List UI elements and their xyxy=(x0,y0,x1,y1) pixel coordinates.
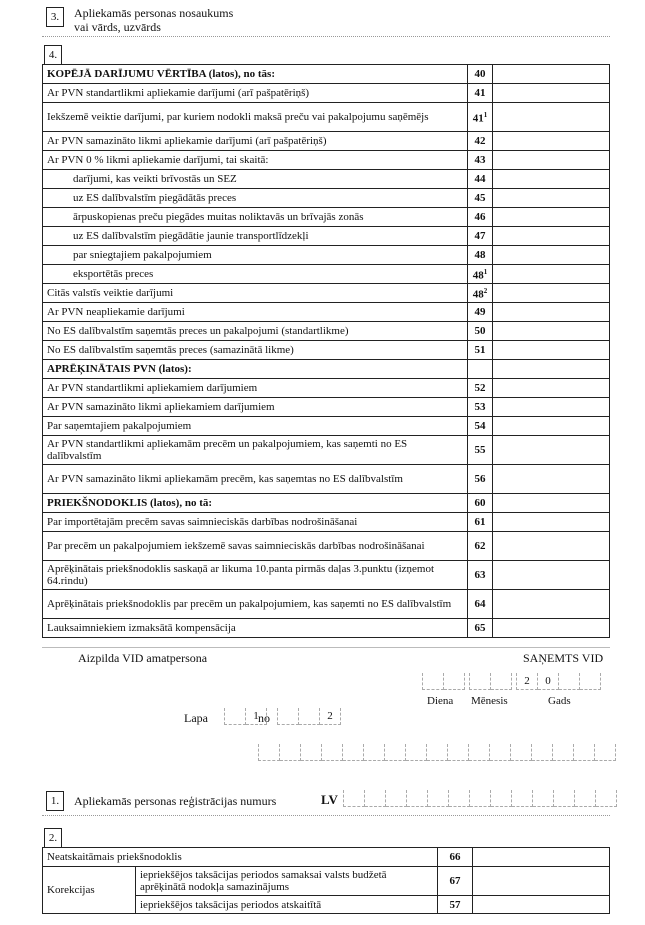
table-row xyxy=(43,619,610,638)
table-row xyxy=(43,103,610,132)
row-text: KOPĒJĀ DARĪJUMU VĒRTĪBA (latos), no tās: xyxy=(43,65,468,84)
day-label: Diena xyxy=(427,695,454,707)
row-code-number: 44 xyxy=(474,173,486,185)
page-total-digit-3[interactable]: 2 xyxy=(320,708,341,725)
vid-code-cell[interactable] xyxy=(532,744,553,761)
value-cell[interactable] xyxy=(493,132,610,151)
month-digit-1[interactable] xyxy=(469,673,491,690)
vid-code-cell[interactable] xyxy=(595,744,616,761)
value-cell[interactable] xyxy=(493,619,610,638)
table-row xyxy=(43,265,610,284)
row-code xyxy=(468,246,493,265)
row-code-number: 60 xyxy=(474,497,486,509)
section-3-name-field[interactable] xyxy=(42,36,610,37)
row-text: iepriekšējos taksācijas periodos atskaitītā xyxy=(136,896,438,914)
value-cell[interactable] xyxy=(493,398,610,417)
row-text: Neatskaitāmais priekšnodoklis xyxy=(43,848,438,867)
table-row xyxy=(43,246,610,265)
row-code-number: 64 xyxy=(474,598,486,610)
reg-digit[interactable] xyxy=(365,790,386,807)
row-code-number: 48 xyxy=(472,288,484,301)
section-2-number: 2. xyxy=(44,828,62,848)
row-text: eksportētās preces xyxy=(43,265,468,284)
table-row xyxy=(43,322,610,341)
page-current-digit-1[interactable] xyxy=(224,708,246,725)
vid-code-cell[interactable] xyxy=(406,744,427,761)
vid-code-cell[interactable] xyxy=(385,744,406,761)
value-cell[interactable] xyxy=(493,246,610,265)
value-cell[interactable] xyxy=(473,848,610,867)
row-code-superscript: 2 xyxy=(483,287,488,296)
section-1-number: 1. xyxy=(46,791,64,811)
value-cell[interactable] xyxy=(493,65,610,84)
reg-digit[interactable] xyxy=(386,790,407,807)
value-cell[interactable] xyxy=(493,417,610,436)
row-code xyxy=(468,398,493,417)
value-cell[interactable] xyxy=(493,103,610,132)
row-code xyxy=(468,227,493,246)
row-code-number: 48 xyxy=(474,249,486,261)
row-text: Iekšzemē veiktie darījumi, par kuriem nodokli maksā preču vai pakalpojumu saņēmējs xyxy=(43,103,468,132)
page-total-field[interactable] xyxy=(277,708,341,725)
value-cell[interactable] xyxy=(493,322,610,341)
reg-digit[interactable] xyxy=(533,790,554,807)
row-text: No ES dalībvalstīm saņemtās preces un pakalpojumi (standartlikme) xyxy=(43,322,468,341)
section-3-label xyxy=(74,6,233,34)
reg-digit[interactable] xyxy=(596,790,617,807)
row-text: Ar PVN samazināto likmi apliekamām precēm, kas saņemtas no ES dalībvalstīm xyxy=(43,465,468,494)
vid-code-cell[interactable] xyxy=(301,744,322,761)
received-vid-label: SAŅEMTS VID xyxy=(523,651,604,665)
value-cell[interactable] xyxy=(473,867,610,896)
row-code-number: 55 xyxy=(474,444,486,456)
row-code xyxy=(468,103,493,132)
row-text: Ar PVN samazināto likmi apliekamie darījumi (arī pašpatēriņš) xyxy=(43,132,468,151)
row-code xyxy=(468,189,493,208)
row-code-number: 41 xyxy=(472,112,484,125)
section-3-number: 3. xyxy=(46,7,64,27)
vid-code-cell[interactable] xyxy=(448,744,469,761)
table-row xyxy=(43,360,610,379)
reg-digit[interactable] xyxy=(512,790,533,807)
row-text: darījumi, kas veikti brīvostās un SEZ xyxy=(43,170,468,189)
reg-digit[interactable] xyxy=(428,790,449,807)
row-text: Citās valstīs veiktie darījumi xyxy=(43,284,468,303)
value-cell[interactable] xyxy=(493,590,610,619)
vid-official-label: Aizpilda VID amatpersona xyxy=(78,651,208,665)
vid-code-cell[interactable] xyxy=(469,744,490,761)
value-cell[interactable] xyxy=(493,151,610,170)
table-row xyxy=(43,867,610,896)
row-code: 57 xyxy=(438,896,473,914)
row-code-superscript: 1 xyxy=(483,111,488,120)
month-label: Mēnesis xyxy=(471,695,508,707)
row-code xyxy=(468,84,493,103)
value-cell[interactable] xyxy=(493,170,610,189)
section-3-label-line1: Apliekamās personas nosaukums xyxy=(74,6,234,20)
row-code xyxy=(468,561,493,590)
of-label: no xyxy=(258,711,270,725)
table-row xyxy=(43,151,610,170)
reg-digit[interactable] xyxy=(449,790,470,807)
row-code-number: 56 xyxy=(474,473,486,485)
reg-digit[interactable] xyxy=(343,790,365,807)
vid-code-cell[interactable] xyxy=(322,744,343,761)
row-text: Aprēķinātais priekšnodoklis saskaņā ar likuma 10.panta pirmās daļas 3.punktu (izņemot 64.rindu) xyxy=(43,561,468,590)
value-cell[interactable] xyxy=(493,341,610,360)
row-code xyxy=(468,265,493,284)
row-code-number: 48 xyxy=(472,269,484,282)
table-row xyxy=(43,494,610,513)
vid-code-cell[interactable] xyxy=(258,744,280,761)
row-code-number: 41 xyxy=(474,87,486,99)
value-cell[interactable] xyxy=(493,436,610,465)
vid-code-cell[interactable] xyxy=(553,744,574,761)
reg-digit[interactable] xyxy=(407,790,428,807)
section-4-number: 4. xyxy=(44,45,62,65)
table-row xyxy=(43,189,610,208)
row-text: APRĒĶINĀTAIS PVN (latos): xyxy=(43,360,468,379)
table-row xyxy=(43,341,610,360)
vid-divider xyxy=(42,647,610,648)
table-row xyxy=(43,513,610,532)
row-text: No ES dalībvalstīm saņemtās preces (samazinātā likme) xyxy=(43,341,468,360)
row-text: Ar PVN standartlikmi apliekamiem darījumiem xyxy=(43,379,468,398)
registration-number-field[interactable] xyxy=(343,790,617,807)
reg-digit[interactable] xyxy=(491,790,512,807)
row-text: iepriekšējos taksācijas periodos samaksai valsts budžetā aprēķinātā nodokļa samazinājums xyxy=(136,867,438,896)
row-code-number: 42 xyxy=(474,135,486,147)
day-digit-2[interactable] xyxy=(444,673,465,690)
received-date-field[interactable] xyxy=(422,673,601,690)
row-code-number: 40 xyxy=(474,68,486,80)
row-code-number: 43 xyxy=(474,154,486,166)
row-code xyxy=(468,417,493,436)
vid-code-cell[interactable] xyxy=(364,744,385,761)
row-code: 66 xyxy=(438,848,473,867)
row-text: Lauksaimniekiem izmaksātā kompensācija xyxy=(43,619,468,638)
row-code xyxy=(468,341,493,360)
row-code xyxy=(468,360,493,379)
vid-code-cell[interactable] xyxy=(427,744,448,761)
row-text: Par saņemtajiem pakalpojumiem xyxy=(43,417,468,436)
table-row xyxy=(43,132,610,151)
table-row xyxy=(43,561,610,590)
value-cell[interactable] xyxy=(493,84,610,103)
page-label: Lapa xyxy=(184,711,208,725)
value-cell[interactable] xyxy=(493,227,610,246)
page-total-digit-1[interactable] xyxy=(277,708,299,725)
value-cell[interactable] xyxy=(493,303,610,322)
row-code xyxy=(468,151,493,170)
value-cell[interactable] xyxy=(493,379,610,398)
page-current-digit-2[interactable]: 1 xyxy=(246,708,267,725)
year-digit-1[interactable]: 2 xyxy=(516,673,538,690)
reg-digit[interactable] xyxy=(470,790,491,807)
row-text: Par importētajām precēm savas saimnieciskās darbības nodrošināšanai xyxy=(43,513,468,532)
row-code-number: 45 xyxy=(474,192,486,204)
reg-digit[interactable] xyxy=(575,790,596,807)
value-cell[interactable] xyxy=(493,513,610,532)
year-digit-4[interactable] xyxy=(580,673,601,690)
registration-number-label: Apliekamās personas reģistrācijas numurs xyxy=(74,794,277,808)
row-code-number: 53 xyxy=(474,401,486,413)
corrections-label: Korekcijas xyxy=(43,867,136,914)
value-cell[interactable] xyxy=(493,208,610,227)
value-cell[interactable] xyxy=(493,189,610,208)
table-row xyxy=(43,465,610,494)
row-text: Par precēm un pakalpojumiem iekšzemē savas saimnieciskās darbības nodrošināšanai xyxy=(43,532,468,561)
row-code xyxy=(468,208,493,227)
lv-prefix: LV xyxy=(321,792,338,807)
vid-code-cell[interactable] xyxy=(343,744,364,761)
row-code: 67 xyxy=(438,867,473,896)
row-code xyxy=(468,494,493,513)
row-text: uz ES dalībvalstīm piegādātie jaunie transportlīdzekļi xyxy=(43,227,468,246)
table-row xyxy=(43,848,610,867)
table-row xyxy=(43,590,610,619)
table-row xyxy=(43,170,610,189)
row-code-number: 52 xyxy=(474,382,486,394)
row-text: Aprēķinātais priekšnodoklis par precēm un pakalpojumiem, kas saņemti no ES dalībvalstīm xyxy=(43,590,468,619)
vid-code-cell[interactable] xyxy=(511,744,532,761)
row-text: par sniegtajiem pakalpojumiem xyxy=(43,246,468,265)
vid-code-cell[interactable] xyxy=(280,744,301,761)
row-code xyxy=(468,65,493,84)
month-digit-2[interactable] xyxy=(491,673,512,690)
row-code xyxy=(468,436,493,465)
row-text: Ar PVN samazināto likmi apliekamiem darījumiem xyxy=(43,398,468,417)
corrections-table xyxy=(42,847,610,914)
row-code-number: 49 xyxy=(474,306,486,318)
table-row xyxy=(43,284,610,303)
value-cell[interactable] xyxy=(493,465,610,494)
row-code-number: 47 xyxy=(474,230,486,242)
row-code xyxy=(468,379,493,398)
section-3-label-line2: vai vārds, uzvārds xyxy=(74,20,161,34)
row-code-number: 61 xyxy=(474,516,486,528)
row-code-number: 51 xyxy=(474,344,486,356)
row-code xyxy=(468,513,493,532)
table-row xyxy=(43,379,610,398)
value-cell[interactable] xyxy=(493,284,610,303)
vid-code-field[interactable] xyxy=(258,744,616,761)
row-code xyxy=(468,465,493,494)
table-row xyxy=(43,227,610,246)
row-code-superscript: 1 xyxy=(483,268,488,277)
row-code-number: 63 xyxy=(474,569,486,581)
page-total-digit-2[interactable] xyxy=(299,708,320,725)
row-code-number: 62 xyxy=(474,540,486,552)
row-text: uz ES dalībvalstīm piegādātās preces xyxy=(43,189,468,208)
vid-code-cell[interactable] xyxy=(574,744,595,761)
transactions-table xyxy=(42,64,610,638)
row-code xyxy=(468,132,493,151)
row-text: Ar PVN neapliekamie darījumi xyxy=(43,303,468,322)
table-row xyxy=(43,417,610,436)
row-code xyxy=(468,170,493,189)
value-cell[interactable] xyxy=(493,494,610,513)
table-row xyxy=(43,208,610,227)
value-cell[interactable] xyxy=(493,532,610,561)
row-text: Ar PVN standartlikmi apliekamām precēm un pakalpojumiem, kas saņemti no ES dalībvalstīm xyxy=(43,436,468,465)
table-row xyxy=(43,436,610,465)
table-row xyxy=(43,303,610,322)
row-code-number: 65 xyxy=(474,622,486,634)
row-code xyxy=(468,619,493,638)
table-row xyxy=(43,65,610,84)
row-code-number: 54 xyxy=(474,420,486,432)
row-code xyxy=(468,590,493,619)
table-row xyxy=(43,398,610,417)
section-1-divider xyxy=(42,815,610,816)
year-label: Gads xyxy=(548,695,571,707)
value-cell[interactable] xyxy=(493,360,610,379)
row-code xyxy=(468,322,493,341)
value-cell[interactable] xyxy=(493,265,610,284)
row-text: Ar PVN standartlikmi apliekamie darījumi (arī pašpatēriņš) xyxy=(43,84,468,103)
value-cell[interactable] xyxy=(473,896,610,914)
row-code xyxy=(468,532,493,561)
day-digit-1[interactable] xyxy=(422,673,444,690)
table-row xyxy=(43,532,610,561)
row-code xyxy=(468,284,493,303)
row-code-number: 50 xyxy=(474,325,486,337)
row-text: Ar PVN 0 % likmi apliekamie darījumi, tai skaitā: xyxy=(43,151,468,170)
table-row xyxy=(43,84,610,103)
row-code-number: 46 xyxy=(474,211,486,223)
row-text: ārpuskopienas preču piegādes muitas noliktavās un brīvajās zonās xyxy=(43,208,468,227)
reg-digit[interactable] xyxy=(554,790,575,807)
vid-code-cell[interactable] xyxy=(490,744,511,761)
value-cell[interactable] xyxy=(493,561,610,590)
year-digit-2[interactable]: 0 xyxy=(538,673,559,690)
row-code xyxy=(468,303,493,322)
row-text: PRIEKŠNODOKLIS (latos), no tā: xyxy=(43,494,468,513)
year-digit-3[interactable] xyxy=(559,673,580,690)
